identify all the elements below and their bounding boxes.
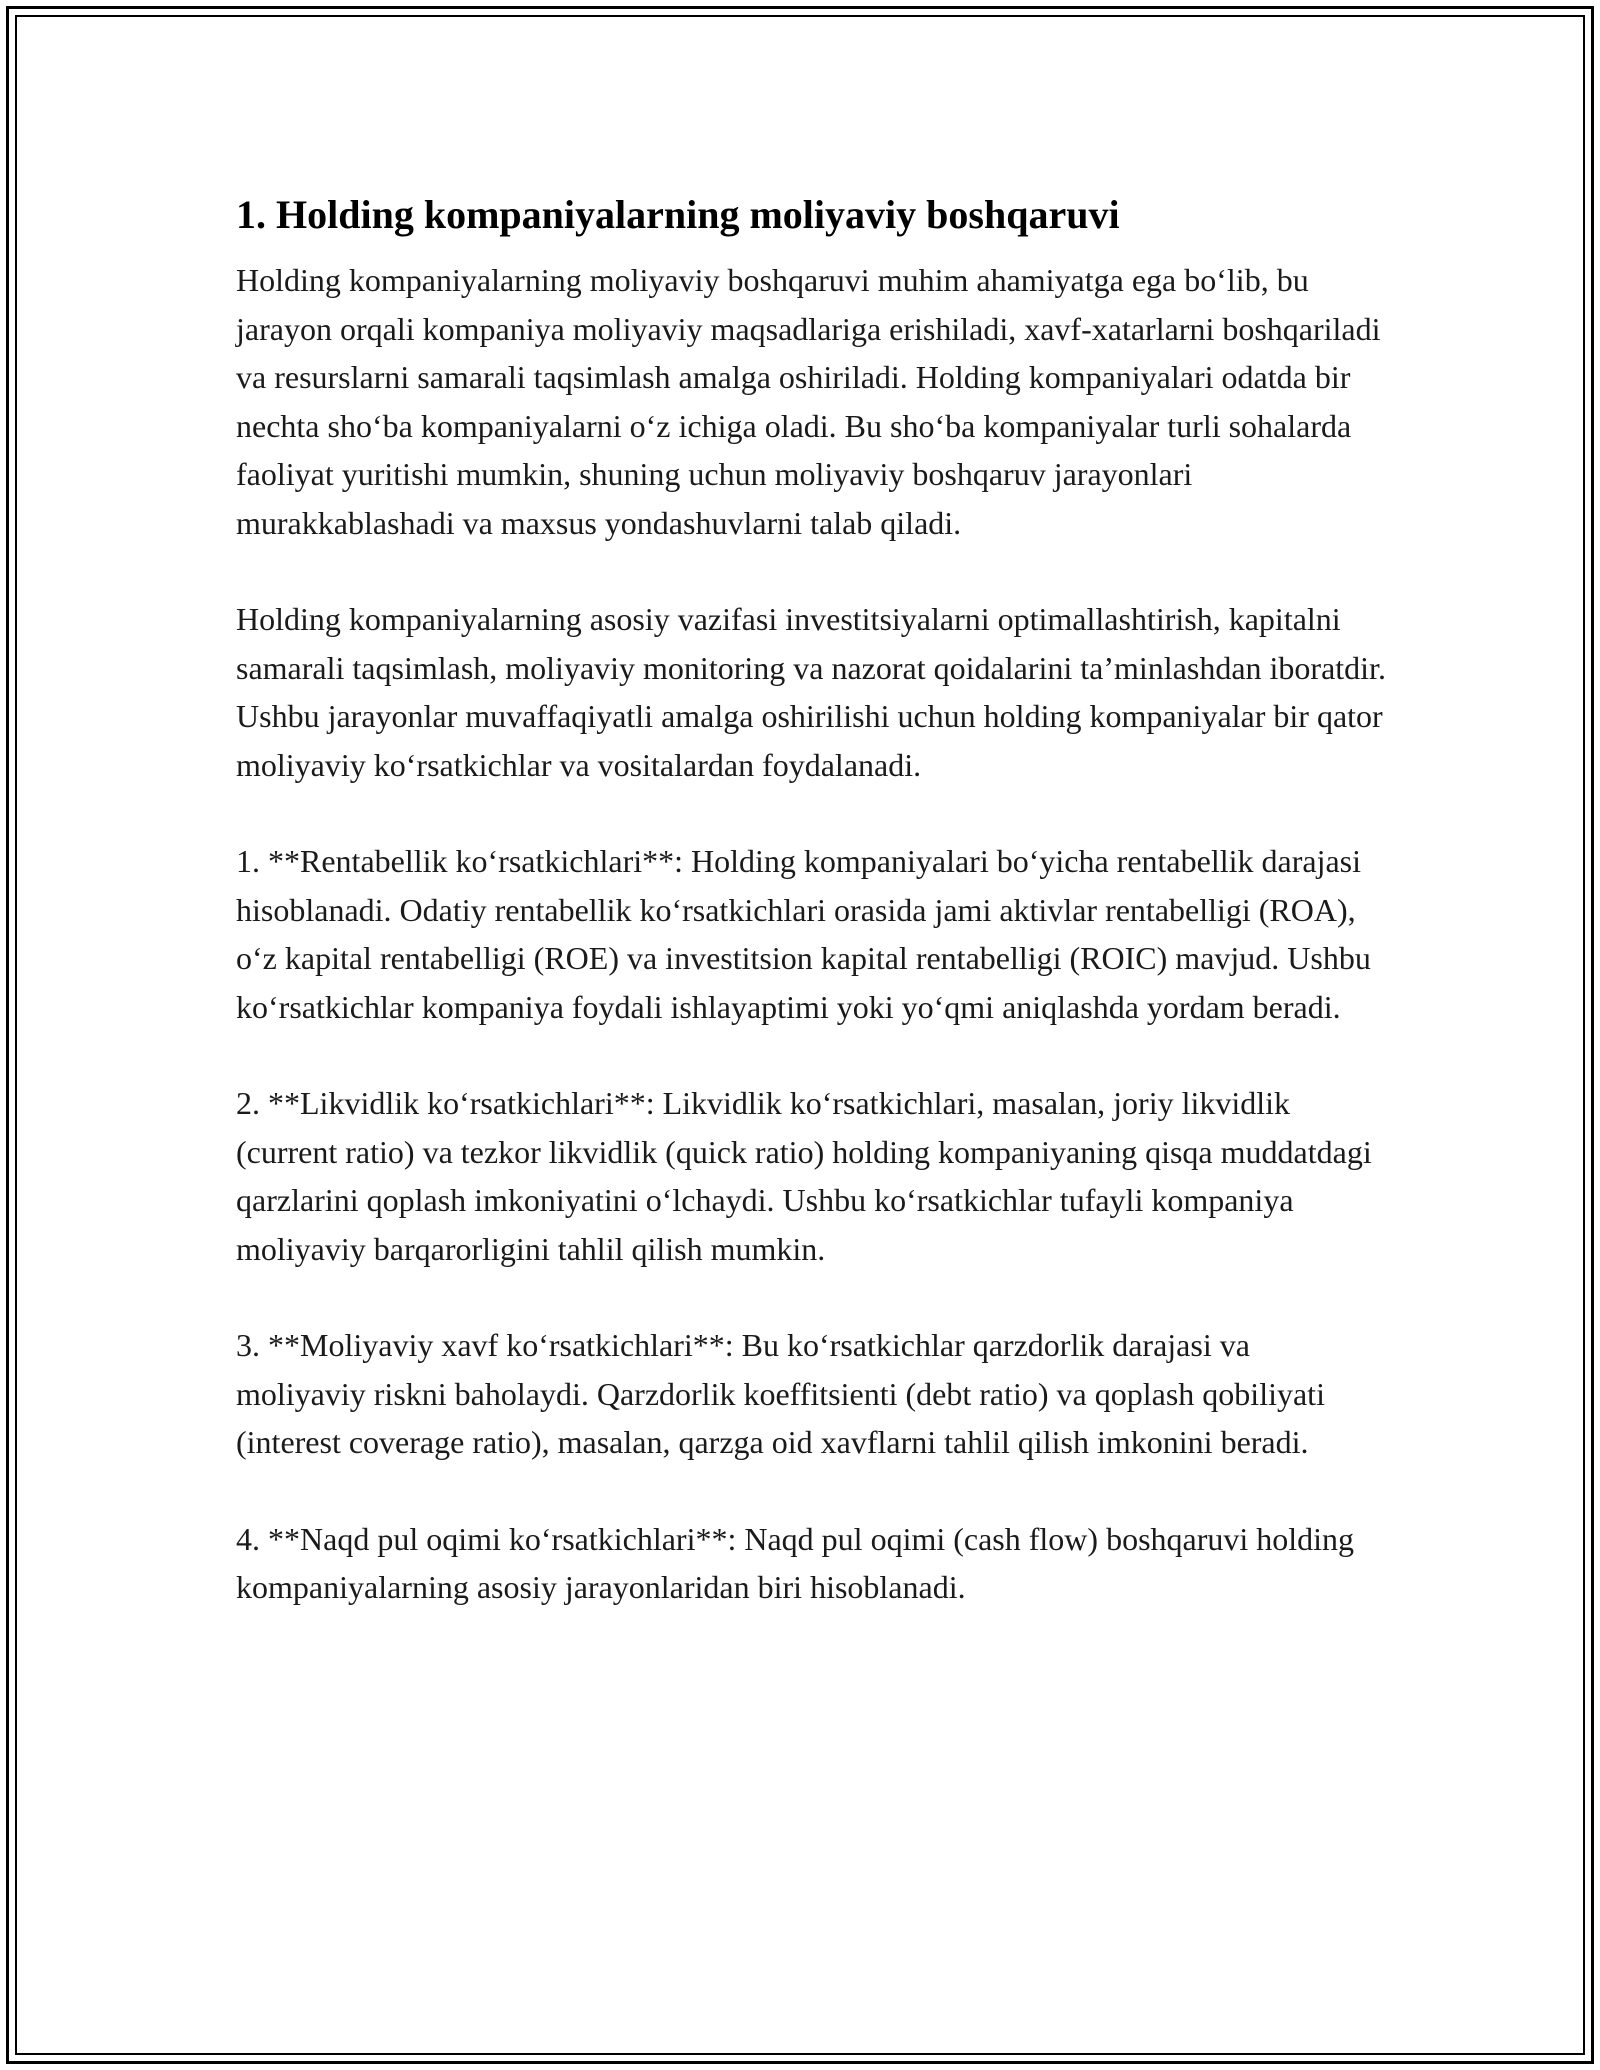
list-item-cash-flow: 4. **Naqd pul oqimi ko‘rsatkichlari**: Naqd pul oqimi (cash flow) boshqaruvi holding kompaniyalarning asosiy jarayonlaridan biri hisoblanadi. [236, 1520, 1355, 1605]
list-item-profitability: 1. **Rentabellik ko‘rsatkichlari**: Holding kompaniyalari bo‘yicha rentabellik darajasi hisoblanadi. Odatiy rentabellik ko‘rsatkichlari orasida jami aktivlar rentabelligi (ROA), o‘z kapital rentabelligi (ROE) va investitsion kapital rentabelligi (ROIC) mavjud. Ushbu ko‘rsatkichlar kompaniya foydali ishlayaptimi yoki yo‘qmi aniqlashda yordam beradi. [236, 843, 1371, 1025]
list-item-liquidity: 2. **Likvidlik ko‘rsatkichlari**: Likvidlik ko‘rsatkichlari, masalan, joriy likvidlik (current ratio) va tezkor likvidlik (quick ratio) holding kompaniyaning qisqa muddatdagi qarzlarini qoplash imkoniyatini o‘lchaydi. Ushbu ko‘rsatkichlar tufayli kompaniya moliyaviy barqarorligini tahlil qilish mumkin. [236, 1085, 1372, 1267]
section-heading: 1. Holding kompaniyalarning moliyaviy boshqaruvi [236, 192, 1120, 237]
document-body [236, 184, 1386, 1612]
tasks-paragraph: Holding kompaniyalarning asosiy vazifasi investitsiyalarni optimallashtirish, kapitalni samarali taqsimlash, moliyaviy monitoring va nazorat qoidalarini ta’minlashdan iboratdir. Ushbu jarayonlar muvaffaqiyatli amalga oshirilishi uchun holding kompaniyalar bir qator moliyaviy ko‘rsatkichlar va vositalardan foydalanadi. [236, 601, 1386, 783]
list-item-financial-risk: 3. **Moliyaviy xavf ko‘rsatkichlari**: Bu ko‘rsatkichlar qarzdorlik darajasi va moliyaviy riskni baholaydi. Qarzdorlik koeffitsienti (debt ratio) va qoplash qobiliyati (interest coverage ratio), masalan, qarzga oid xavflarni tahlil qilish imkonini beradi. [236, 1327, 1325, 1460]
intro-paragraph: Holding kompaniyalarning moliyaviy boshqaruvi muhim ahamiyatga ega bo‘lib, bu jarayon orqali kompaniya moliyaviy maqsadlariga erishiladi, xavf-xatarlarni boshqariladi va resurslarni samarali taqsimlash amalga oshiriladi. Holding kompaniyalari odatda bir nechta sho‘ba kompaniyalarni o‘z ichiga oladi. Bu sho‘ba kompaniyalar turli sohalarda faoliyat yuritishi mumkin, shuning uchun moliyaviy boshqaruv jarayonlari murakkablashadi va maxsus yondashuvlarni talab qiladi. [236, 262, 1381, 541]
